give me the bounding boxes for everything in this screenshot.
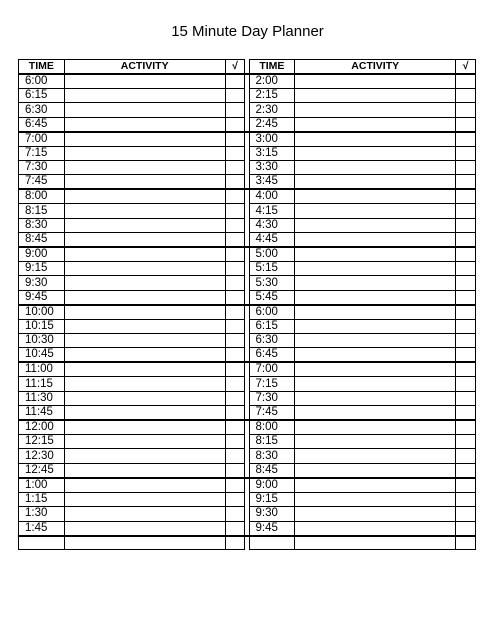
left-activity-cell[interactable] <box>64 262 225 276</box>
right-activity-cell[interactable] <box>295 204 456 218</box>
right-check-cell[interactable] <box>456 161 476 175</box>
left-time-cell: 10:00 <box>19 305 65 320</box>
left-time-cell: 1:45 <box>19 521 65 536</box>
left-time-cell: 7:00 <box>19 132 65 147</box>
left-check-cell[interactable] <box>225 117 245 132</box>
left-check-cell[interactable] <box>225 449 245 463</box>
left-time-cell: 12:15 <box>19 435 65 449</box>
planner-row <box>19 161 476 175</box>
right-time-cell: 6:00 <box>249 305 295 320</box>
right-time-cell: 6:45 <box>249 348 295 363</box>
right-activity-cell[interactable] <box>295 521 456 536</box>
right-check-cell[interactable] <box>456 406 476 421</box>
planner-row <box>19 204 476 218</box>
left-check-cell[interactable] <box>225 233 245 248</box>
right-activity-cell[interactable] <box>295 507 456 521</box>
left-time-cell: 12:45 <box>19 463 65 478</box>
left-time-cell: 6:15 <box>19 89 65 103</box>
left-activity-cell[interactable] <box>64 334 225 348</box>
right-check-header: √ <box>456 60 476 75</box>
left-check-cell[interactable] <box>225 218 245 232</box>
planner-row <box>19 521 476 536</box>
right-activity-cell[interactable] <box>295 103 456 117</box>
right-check-cell[interactable] <box>456 536 476 550</box>
planner-row <box>19 406 476 421</box>
right-activity-cell[interactable] <box>295 247 456 262</box>
left-check-cell[interactable] <box>225 319 245 333</box>
right-activity-cell[interactable] <box>295 117 456 132</box>
planner-row <box>19 463 476 478</box>
right-activity-cell[interactable] <box>295 435 456 449</box>
left-check-cell[interactable] <box>225 262 245 276</box>
right-check-cell[interactable] <box>456 362 476 377</box>
left-check-cell[interactable] <box>225 348 245 363</box>
right-time-cell: 9:45 <box>249 521 295 536</box>
left-check-cell[interactable] <box>225 478 245 493</box>
planner-row <box>19 507 476 521</box>
right-time-cell: 9:00 <box>249 478 295 493</box>
right-check-cell[interactable] <box>456 276 476 290</box>
planner-row <box>19 478 476 493</box>
left-activity-cell[interactable] <box>64 89 225 103</box>
right-time-cell: 7:45 <box>249 406 295 421</box>
left-check-cell[interactable] <box>225 175 245 190</box>
planner-row <box>19 175 476 190</box>
left-activity-cell[interactable] <box>64 449 225 463</box>
left-time-cell: 8:15 <box>19 204 65 218</box>
left-activity-cell[interactable] <box>64 247 225 262</box>
right-time-cell: 4:30 <box>249 218 295 232</box>
right-check-cell[interactable] <box>456 247 476 262</box>
left-check-cell[interactable] <box>225 132 245 147</box>
right-check-cell[interactable] <box>456 204 476 218</box>
right-check-cell[interactable] <box>456 233 476 248</box>
left-time-cell: 10:45 <box>19 348 65 363</box>
right-check-cell[interactable] <box>456 334 476 348</box>
right-activity-cell[interactable] <box>295 334 456 348</box>
planner-row <box>19 420 476 435</box>
right-time-cell: 6:15 <box>249 319 295 333</box>
right-time-cell: 6:30 <box>249 334 295 348</box>
planner-row <box>19 247 476 262</box>
planner-row <box>19 305 476 320</box>
right-time-cell: 8:45 <box>249 463 295 478</box>
left-activity-cell[interactable] <box>64 406 225 421</box>
right-activity-cell[interactable] <box>295 89 456 103</box>
right-activity-cell[interactable] <box>295 74 456 89</box>
right-time-cell: 5:45 <box>249 290 295 305</box>
planner-row <box>19 435 476 449</box>
right-time-cell: 4:15 <box>249 204 295 218</box>
left-activity-cell[interactable] <box>64 276 225 290</box>
right-time-cell: 7:30 <box>249 391 295 405</box>
right-activity-cell[interactable] <box>295 391 456 405</box>
left-time-cell: 8:00 <box>19 189 65 204</box>
left-activity-cell[interactable] <box>64 218 225 232</box>
right-check-cell[interactable] <box>456 189 476 204</box>
planner-row <box>19 233 476 248</box>
planner-row <box>19 89 476 103</box>
left-check-cell[interactable] <box>225 146 245 160</box>
left-time-cell: 9:30 <box>19 276 65 290</box>
left-check-cell[interactable] <box>225 521 245 536</box>
right-check-cell[interactable] <box>456 117 476 132</box>
right-time-cell: 5:30 <box>249 276 295 290</box>
left-time-cell: 1:30 <box>19 507 65 521</box>
right-time-cell: 5:00 <box>249 247 295 262</box>
right-check-cell[interactable] <box>456 305 476 320</box>
right-time-cell: 2:00 <box>249 74 295 89</box>
right-check-cell[interactable] <box>456 435 476 449</box>
right-activity-cell[interactable] <box>295 406 456 421</box>
right-check-cell[interactable] <box>456 319 476 333</box>
right-activity-cell[interactable] <box>295 175 456 190</box>
right-time-cell: 4:45 <box>249 233 295 248</box>
planner-row <box>19 74 476 89</box>
left-time-cell: 1:00 <box>19 478 65 493</box>
right-activity-cell[interactable] <box>295 132 456 147</box>
left-check-cell[interactable] <box>225 247 245 262</box>
right-time-cell: 8:30 <box>249 449 295 463</box>
left-check-header: √ <box>225 60 245 75</box>
planner-row <box>19 334 476 348</box>
header-row <box>19 60 476 75</box>
left-time-cell: 11:15 <box>19 377 65 391</box>
right-check-cell[interactable] <box>456 103 476 117</box>
left-check-cell[interactable] <box>225 406 245 421</box>
left-check-cell[interactable] <box>225 362 245 377</box>
left-activity-cell[interactable] <box>64 348 225 363</box>
left-check-cell[interactable] <box>225 204 245 218</box>
right-activity-cell[interactable] <box>295 362 456 377</box>
right-activity-cell[interactable] <box>295 348 456 363</box>
right-time-cell: 9:15 <box>249 492 295 506</box>
left-time-cell: 6:00 <box>19 74 65 89</box>
planner-row <box>19 290 476 305</box>
left-activity-cell[interactable] <box>64 319 225 333</box>
planner-row <box>19 276 476 290</box>
left-activity-cell[interactable] <box>64 290 225 305</box>
left-activity-cell[interactable] <box>64 74 225 89</box>
left-time-cell: 11:45 <box>19 406 65 421</box>
left-check-cell[interactable] <box>225 74 245 89</box>
left-time-cell: 10:15 <box>19 319 65 333</box>
left-time-cell <box>19 536 65 550</box>
planner-table <box>18 59 476 550</box>
left-time-cell: 6:45 <box>19 117 65 132</box>
left-time-cell: 7:30 <box>19 161 65 175</box>
right-time-header: TIME <box>249 60 295 75</box>
left-check-cell[interactable] <box>225 507 245 521</box>
left-check-cell[interactable] <box>225 391 245 405</box>
planner-row <box>19 146 476 160</box>
left-check-cell[interactable] <box>225 103 245 117</box>
right-activity-cell[interactable] <box>295 463 456 478</box>
right-activity-cell[interactable] <box>295 319 456 333</box>
planner-row <box>19 377 476 391</box>
right-activity-cell[interactable] <box>295 233 456 248</box>
right-activity-cell[interactable] <box>295 161 456 175</box>
planner-body <box>19 74 476 550</box>
right-check-cell[interactable] <box>456 89 476 103</box>
left-time-cell: 8:30 <box>19 218 65 232</box>
left-check-cell[interactable] <box>225 161 245 175</box>
left-activity-cell[interactable] <box>64 189 225 204</box>
right-time-cell: 2:15 <box>249 89 295 103</box>
left-time-cell: 9:15 <box>19 262 65 276</box>
right-activity-cell[interactable] <box>295 189 456 204</box>
left-time-cell: 8:45 <box>19 233 65 248</box>
planner-row <box>19 492 476 506</box>
right-check-cell[interactable] <box>456 420 476 435</box>
left-check-cell[interactable] <box>225 189 245 204</box>
right-time-cell: 8:15 <box>249 435 295 449</box>
left-check-cell[interactable] <box>225 276 245 290</box>
left-activity-cell[interactable] <box>64 362 225 377</box>
right-activity-cell[interactable] <box>295 478 456 493</box>
right-check-cell[interactable] <box>456 492 476 506</box>
left-check-cell[interactable] <box>225 536 245 550</box>
left-check-cell[interactable] <box>225 463 245 478</box>
page-title: 15 Minute Day Planner <box>171 23 324 40</box>
planner-row <box>19 536 476 550</box>
right-time-cell: 4:00 <box>249 189 295 204</box>
left-activity-cell[interactable] <box>64 175 225 190</box>
right-activity-cell[interactable] <box>295 146 456 160</box>
left-check-cell[interactable] <box>225 89 245 103</box>
left-activity-cell[interactable] <box>64 478 225 493</box>
left-time-header: TIME <box>19 60 65 75</box>
right-time-cell: 2:45 <box>249 117 295 132</box>
right-check-cell[interactable] <box>456 290 476 305</box>
planner-row <box>19 449 476 463</box>
right-check-cell[interactable] <box>456 391 476 405</box>
left-activity-cell[interactable] <box>64 377 225 391</box>
planner-row <box>19 132 476 147</box>
left-activity-cell[interactable] <box>64 233 225 248</box>
right-check-cell[interactable] <box>456 348 476 363</box>
right-activity-cell[interactable] <box>295 449 456 463</box>
left-time-cell: 9:45 <box>19 290 65 305</box>
right-time-cell: 7:15 <box>249 377 295 391</box>
planner-row <box>19 319 476 333</box>
left-activity-cell[interactable] <box>64 146 225 160</box>
right-check-cell[interactable] <box>456 377 476 391</box>
right-activity-header: ACTIVITY <box>295 60 456 75</box>
left-activity-cell[interactable] <box>64 132 225 147</box>
right-time-cell: 5:15 <box>249 262 295 276</box>
planner-row <box>19 262 476 276</box>
left-time-cell: 7:15 <box>19 146 65 160</box>
right-time-cell: 8:00 <box>249 420 295 435</box>
planner-row <box>19 218 476 232</box>
left-activity-cell[interactable] <box>64 103 225 117</box>
left-activity-header: ACTIVITY <box>64 60 225 75</box>
right-time-cell: 7:00 <box>249 362 295 377</box>
right-activity-cell[interactable] <box>295 290 456 305</box>
right-check-cell[interactable] <box>456 449 476 463</box>
left-check-cell[interactable] <box>225 305 245 320</box>
left-time-cell: 1:15 <box>19 492 65 506</box>
left-activity-cell[interactable] <box>64 536 225 550</box>
left-check-cell[interactable] <box>225 435 245 449</box>
left-check-cell[interactable] <box>225 492 245 506</box>
right-check-cell[interactable] <box>456 478 476 493</box>
right-time-cell: 2:30 <box>249 103 295 117</box>
planner-row <box>19 391 476 405</box>
right-time-cell: 3:45 <box>249 175 295 190</box>
left-check-cell[interactable] <box>225 334 245 348</box>
planner-row <box>19 362 476 377</box>
left-activity-cell[interactable] <box>64 492 225 506</box>
left-time-cell: 7:45 <box>19 175 65 190</box>
left-time-cell: 10:30 <box>19 334 65 348</box>
left-activity-cell[interactable] <box>64 117 225 132</box>
right-check-cell[interactable] <box>456 521 476 536</box>
right-time-cell <box>249 536 295 550</box>
planner-row <box>19 189 476 204</box>
left-activity-cell[interactable] <box>64 507 225 521</box>
right-check-cell[interactable] <box>456 146 476 160</box>
planner-row <box>19 348 476 363</box>
left-time-cell: 12:00 <box>19 420 65 435</box>
planner-row <box>19 117 476 132</box>
right-activity-cell[interactable] <box>295 218 456 232</box>
left-activity-cell[interactable] <box>64 305 225 320</box>
left-time-cell: 6:30 <box>19 103 65 117</box>
right-activity-cell[interactable] <box>295 492 456 506</box>
right-check-cell[interactable] <box>456 175 476 190</box>
right-time-cell: 3:00 <box>249 132 295 147</box>
left-activity-cell[interactable] <box>64 161 225 175</box>
right-activity-cell[interactable] <box>295 420 456 435</box>
left-activity-cell[interactable] <box>64 420 225 435</box>
right-check-cell[interactable] <box>456 74 476 89</box>
left-time-cell: 11:30 <box>19 391 65 405</box>
right-activity-cell[interactable] <box>295 377 456 391</box>
right-time-cell: 3:15 <box>249 146 295 160</box>
right-time-cell: 3:30 <box>249 161 295 175</box>
left-check-cell[interactable] <box>225 290 245 305</box>
right-check-cell[interactable] <box>456 218 476 232</box>
left-check-cell[interactable] <box>225 420 245 435</box>
left-time-cell: 12:30 <box>19 449 65 463</box>
left-activity-cell[interactable] <box>64 463 225 478</box>
right-check-cell[interactable] <box>456 132 476 147</box>
left-activity-cell[interactable] <box>64 204 225 218</box>
right-check-cell[interactable] <box>456 262 476 276</box>
left-time-cell: 11:00 <box>19 362 65 377</box>
planner-row <box>19 103 476 117</box>
right-check-cell[interactable] <box>456 463 476 478</box>
left-activity-cell[interactable] <box>64 391 225 405</box>
right-time-cell: 9:30 <box>249 507 295 521</box>
right-check-cell[interactable] <box>456 507 476 521</box>
right-activity-cell[interactable] <box>295 276 456 290</box>
left-activity-cell[interactable] <box>64 521 225 536</box>
right-activity-cell[interactable] <box>295 262 456 276</box>
left-check-cell[interactable] <box>225 377 245 391</box>
left-time-cell: 9:00 <box>19 247 65 262</box>
right-activity-cell[interactable] <box>295 305 456 320</box>
left-activity-cell[interactable] <box>64 435 225 449</box>
right-activity-cell[interactable] <box>295 536 456 550</box>
